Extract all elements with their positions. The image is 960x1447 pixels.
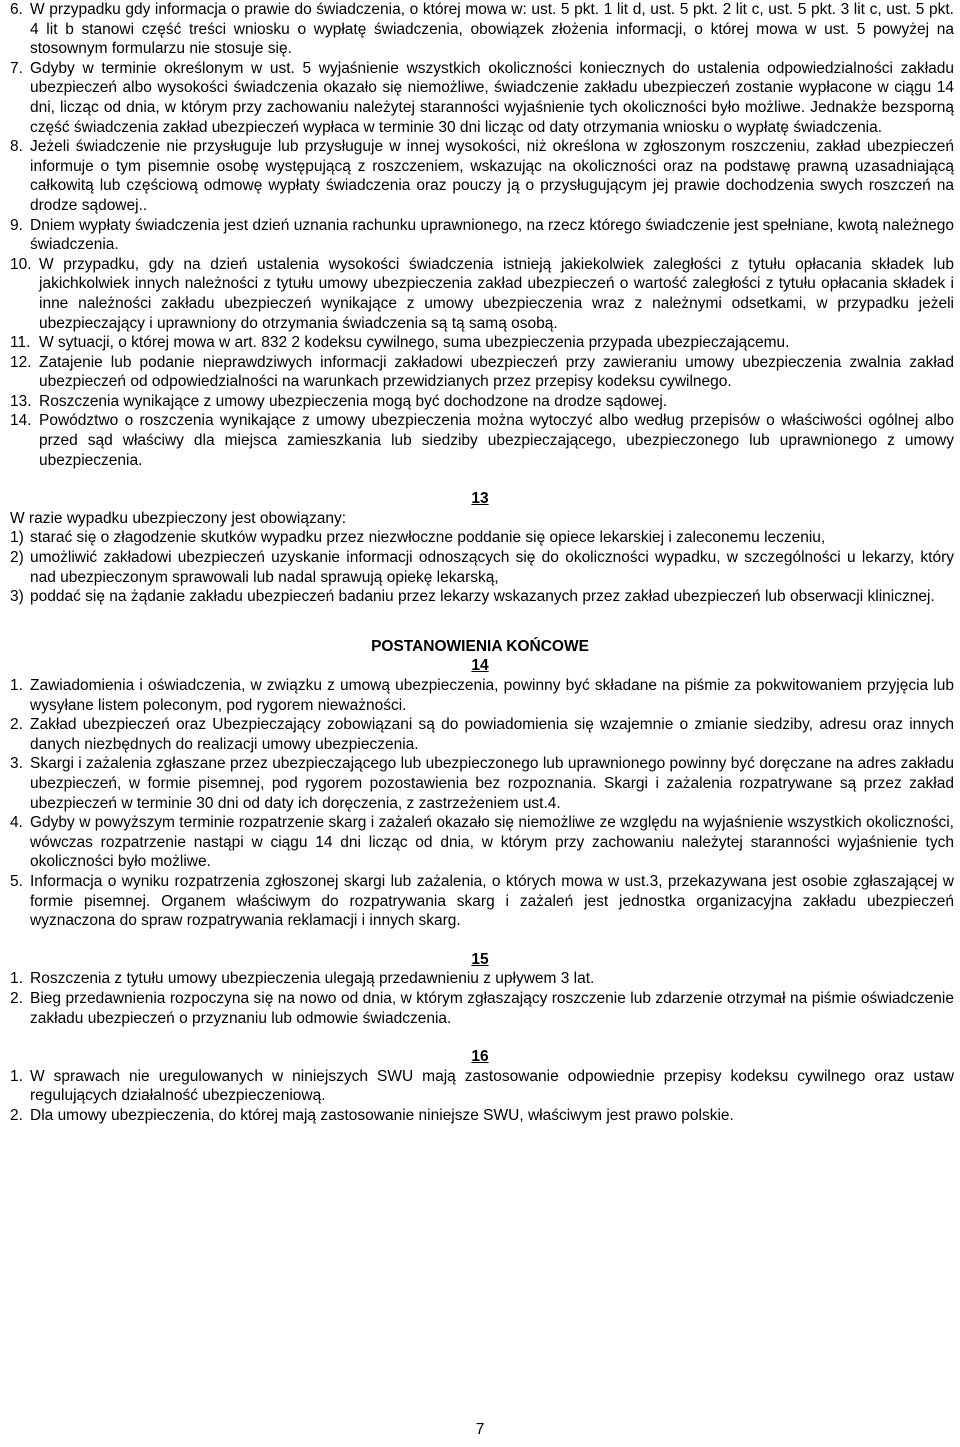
item-text: Bieg przedawnienia rozpoczyna się na nowo od dnia, w którym zgłaszający roszczenie lub zdarzenie otrzymał na piśmie oświadczenie zakładu ubezpieczeń o przyznaniu lub odmowie świadczenia.	[30, 989, 954, 1027]
list-item	[10, 676, 954, 715]
item-text: W przypadku, gdy na dzień ustalenia wysokości świadczenia istnieją jakiekolwiek zaległości z tytułu opłacania składek lub jakichkolwiek innych należności z tytułu umowy ubezpieczenia zakład ubezpieczeń o wartość zaległości z tytułu opłacania składek i inne należności zakładu ubezpieczeń wynikające z umowy ubezpieczenia wraz z należnymi odsetkami, w przypadku jeżeli ubezpieczający i uprawniony do otrzymania świadczenia są tą samą osobą.	[39, 255, 954, 332]
item-number: 2)	[10, 549, 24, 567]
list-item	[10, 872, 954, 931]
item-text: Dla umowy ubezpieczenia, do której mają zastosowanie niniejsze SWU, właściwym jest prawo polskie.	[30, 1106, 734, 1124]
item-text: Roszczenia wynikające z umowy ubezpieczenia mogą być dochodzone na drodze sądowej.	[39, 392, 668, 410]
list-item	[10, 216, 954, 255]
list-item	[10, 813, 954, 872]
item-text: Zawiadomienia i oświadczenia, w związku z umową ubezpieczenia, powinny być składane na piśmie za pokwitowaniem przyjęcia lub wysyłane listem poleconym, pod rygorem nieważności.	[30, 677, 954, 714]
item-text: Powództwo o roszczenia wynikające z umowy ubezpieczenia można wytoczyć albo według przepisów o właściwości ogólnej albo przed sąd właściwy dla miejsca zamieszkania lub siedziby ubezpieczającego, ubezpieczonego lub uprawnionego z umowy ubezpieczenia.	[39, 412, 954, 469]
item-number: 2.	[10, 1106, 23, 1124]
item-number: 1.	[10, 1067, 23, 1085]
block-1-list	[0, 0, 960, 470]
list-item	[10, 969, 954, 989]
list-item	[10, 1067, 954, 1106]
item-text: Skargi i zażalenia zgłaszane przez ubezpieczającego lub ubezpieczonego lub uprawnionego powinny być doręczane na adres zakładu ubezpieczeń, w formie pisemnej, pod rygorem pozostawienia bez rozpoznania. Skargi i zażalenia rozpatrywane są przez zakład ubezpieczeń w terminie 30 dni od daty ich doręczenia, z zastrzeżeniem ust.4.	[30, 755, 954, 812]
section-14-heading: 14	[471, 657, 489, 675]
section-16	[0, 1047, 960, 1125]
item-text: W sytuacji, o której mowa w art. 832 2 kodeksu cywilnego, suma ubezpieczenia przypada ubezpieczającemu.	[39, 334, 790, 352]
item-text: starać się o złagodzenie skutków wypadku przez niezwłoczne poddanie się opiece lekarskiej i zaleconemu leczeniu,	[30, 529, 826, 547]
item-number: 1.	[10, 970, 23, 988]
list-item	[10, 528, 954, 548]
item-text: Zatajenie lub podanie nieprawdziwych informacji zakładowi ubezpieczeń przy zawieraniu umowy ubezpieczenia zwalnia zakład ubezpieczeń od odpowiedzialności na warunkach przewidzianych przez przepisy kodeksu cywilnego.	[39, 353, 954, 391]
item-number: 11.	[10, 334, 31, 352]
section-15	[0, 950, 960, 1028]
item-text: Jeżeli świadczenie nie przysługuje lub przysługuje w innej wysokości, niż określona w zgłoszonym roszczeniu, zakład ubezpieczeń informuje o tym pisemnie osobę występującą z roszczeniem, wskazując na okoliczności oraz na podstawę prawną uzasadniającą całkowitą lub częściową odmowę wypłaty świadczenia oraz pouczy ją o przysługującym jej prawie dochodzenia swych roszczeń na drodze sądowej..	[30, 138, 954, 214]
item-number: 7.	[10, 59, 23, 77]
list-item	[10, 59, 954, 137]
item-text: W sprawach nie uregulowanych w niniejszych SWU mają zastosowanie odpowiednie przepisy kodeksu cywilnego oraz ustaw regulujących działalność ubezpieczeniową.	[30, 1067, 954, 1105]
final-provisions-title: POSTANOWIENIA KOŃCOWE	[371, 637, 589, 655]
item-text: Gdyby w terminie określonym w ust. 5 wyjaśnienie wszystkich okoliczności koniecznych do ustalenia odpowiedzialności zakładu ubezpieczeń albo wysokości świadczenia okazało się niemożliwe, świadczenie zakładu ubezpieczeń zostanie wypłacone w ciągu 14 dni, licząc od dnia, w którym przy zachowaniu należytej staranności wyjaśnienie tych okoliczności było możliwe. Jednakże bezsporną część świadczenia zakład ubezpieczeń wypłaca w terminie 30 dni licząc od daty otrzymania wniosku o wypłatę świadczenia.	[30, 59, 954, 136]
item-number: 8.	[10, 138, 23, 156]
list-item	[10, 333, 954, 353]
list-item	[10, 353, 954, 392]
list-item	[10, 715, 954, 754]
item-number: 2.	[10, 989, 23, 1007]
section-13	[0, 489, 960, 607]
item-number: 10.	[10, 255, 32, 273]
list-item	[10, 392, 954, 412]
list-item	[10, 411, 954, 470]
item-text: Roszczenia z tytułu umowy ubezpieczenia ulegają przedawnieniu z upływem 3 lat.	[30, 970, 595, 988]
list-item	[10, 548, 954, 587]
item-number: 4.	[10, 814, 23, 832]
section-14	[0, 656, 960, 930]
item-number: 12.	[10, 353, 32, 371]
item-text: Informacja o wyniku rozpatrzenia zgłoszonej skargi lub zażalenia, o których mowa w ust.3, przekazywana jest osobie zgłaszającej w formie pisemnej. Organem właściwym do rozpatrywania skarg i zażaleń jest jednostka organizacyjna zakładu ubezpieczeń wyznaczona do spraw rozpatrywania reklamacji i innych skarg.	[30, 872, 954, 930]
item-number: 5.	[10, 872, 23, 890]
section-15-heading: 15	[471, 950, 489, 968]
item-number: 3.	[10, 755, 23, 773]
item-number: 1)	[10, 529, 24, 547]
list-item	[10, 1106, 954, 1126]
item-text: Gdyby w powyższym terminie rozpatrzenie skarg i zażaleń okazało się niemożliwe ze względu na wyjaśnienie wszystkich okoliczności, wówczas rozpatrzenie nastąpi w ciągu 14 dni licząc od dnia, w którym przy zachowaniu należytej staranności wyjaśnienie tych okoliczności było możliwe.	[30, 814, 954, 871]
item-text: umożliwić zakładowi ubezpieczeń uzyskanie informacji odnoszących się do okoliczności wypadku, w szczególności u lekarzy, który nad ubezpieczonym sprawowali lub nadal sprawują opiekę lekarską,	[30, 549, 954, 586]
item-number: 6.	[10, 1, 23, 18]
section-16-heading: 16	[471, 1048, 489, 1066]
list-item	[10, 989, 954, 1028]
section-13-intro: W razie wypadku ubezpieczony jest obowiązany:	[10, 509, 347, 527]
list-item	[10, 255, 954, 333]
item-text: W przypadku gdy informacja o prawie do świadczenia, o której mowa w: ust. 5 pkt. 1 lit d, ust. 5 pkt. 2 lit c, ust. 5 pkt. 3 lit c, ust. 5 pkt. 4 lit b stanowi część treści wniosku o wypłatę świadczenia, obowiązek złożenia informacji, o której mowa w ust. 5 powyżej na stosownym formularzu nie stosuje się.	[30, 1, 954, 58]
section-13-heading: 13	[471, 490, 489, 508]
item-number: 13.	[10, 392, 32, 410]
item-number: 14.	[10, 412, 32, 430]
list-item	[10, 137, 954, 215]
item-text: Dniem wypłaty świadczenia jest dzień uznania rachunku uprawnionego, na rzecz którego świadczenie jest spełniane, kwotą należnego świadczenia.	[30, 216, 954, 254]
item-text: Zakład ubezpieczeń oraz Ubezpieczający zobowiązani są do powiadomienia się wzajemnie o zmianie siedziby, adresu oraz innych danych niezbędnych do realizacji umowy ubezpieczenia.	[30, 716, 954, 753]
list-item	[10, 587, 954, 607]
item-number: 1.	[10, 677, 23, 694]
list-item	[10, 0, 954, 59]
item-number: 3)	[10, 588, 24, 606]
page-number: 7	[475, 1421, 485, 1438]
item-number: 2.	[10, 716, 23, 734]
item-number: 9.	[10, 216, 23, 234]
list-item	[10, 754, 954, 813]
item-text: poddać się na żądanie zakładu ubezpieczeń badaniu przez lekarzy wskazanych przez zakład ubezpieczeń lub obserwacji klinicznej.	[30, 588, 935, 606]
